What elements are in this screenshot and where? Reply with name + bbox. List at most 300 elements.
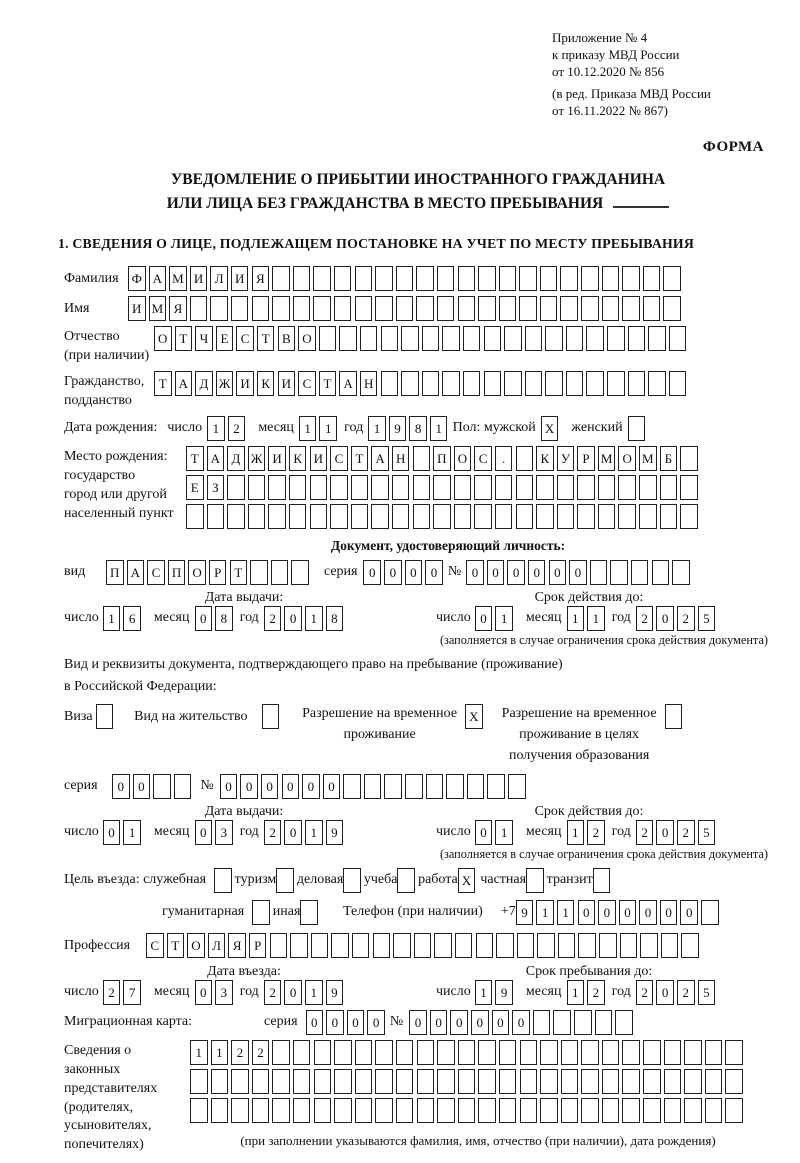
- cell[interactable]: И: [310, 446, 328, 471]
- cell[interactable]: [364, 774, 382, 799]
- cell[interactable]: [602, 1098, 620, 1123]
- cell[interactable]: Ж: [216, 371, 234, 396]
- purpose-humanitarian-checkbox[interactable]: [252, 900, 273, 925]
- cell[interactable]: [414, 933, 432, 958]
- cell[interactable]: [516, 475, 534, 500]
- cell[interactable]: 9: [326, 980, 344, 1005]
- residence-permit-checkbox[interactable]: [262, 704, 283, 729]
- cell[interactable]: [581, 296, 599, 321]
- cell[interactable]: 2: [677, 980, 695, 1005]
- cell[interactable]: [478, 1069, 496, 1094]
- cell[interactable]: [684, 1098, 702, 1123]
- cell[interactable]: [396, 1040, 414, 1065]
- cell[interactable]: 0: [656, 820, 674, 845]
- cell[interactable]: А: [127, 560, 145, 585]
- cell[interactable]: [643, 1069, 661, 1094]
- cell[interactable]: [516, 504, 534, 529]
- cell[interactable]: [664, 1040, 682, 1065]
- cell[interactable]: [381, 326, 399, 351]
- cell[interactable]: И: [128, 296, 146, 321]
- cell[interactable]: [598, 475, 616, 500]
- cell[interactable]: [207, 504, 225, 529]
- cell[interactable]: И: [278, 371, 296, 396]
- cell[interactable]: [622, 296, 640, 321]
- cell[interactable]: [610, 560, 628, 585]
- cell[interactable]: [525, 371, 543, 396]
- cell[interactable]: 9: [495, 980, 513, 1005]
- purpose-tourism-checkbox[interactable]: [276, 868, 297, 893]
- cell[interactable]: 1: [305, 820, 323, 845]
- cell[interactable]: 1: [305, 606, 323, 631]
- cell[interactable]: [396, 266, 414, 291]
- birthplace-line2-cells[interactable]: [186, 475, 701, 500]
- cell[interactable]: 0: [195, 606, 213, 631]
- cell[interactable]: 1: [587, 606, 605, 631]
- cell[interactable]: [607, 371, 625, 396]
- cell[interactable]: Т: [319, 371, 337, 396]
- cell[interactable]: Б: [660, 446, 678, 471]
- cell[interactable]: X: [465, 704, 483, 729]
- entry-day-cells[interactable]: [103, 980, 144, 1005]
- cell[interactable]: [581, 1040, 599, 1065]
- cell[interactable]: 9: [516, 900, 534, 925]
- cell[interactable]: Ф: [128, 266, 146, 291]
- cell[interactable]: [557, 504, 575, 529]
- purpose-business-checkbox[interactable]: [343, 868, 364, 893]
- birth-day-cells[interactable]: [207, 416, 248, 441]
- cell[interactable]: [533, 1010, 551, 1035]
- cell[interactable]: О: [188, 560, 206, 585]
- cell[interactable]: [454, 475, 472, 500]
- purpose-study-checkbox[interactable]: [397, 868, 418, 893]
- cell[interactable]: [705, 1098, 723, 1123]
- cell[interactable]: .: [495, 446, 513, 471]
- cell[interactable]: [680, 504, 698, 529]
- cell[interactable]: [227, 475, 245, 500]
- cell[interactable]: [252, 1069, 270, 1094]
- cell[interactable]: [375, 266, 393, 291]
- cell[interactable]: [478, 1098, 496, 1123]
- cell[interactable]: [540, 1098, 558, 1123]
- cell[interactable]: О: [187, 933, 205, 958]
- cell[interactable]: [416, 296, 434, 321]
- cell[interactable]: [478, 266, 496, 291]
- cell[interactable]: [643, 296, 661, 321]
- cell[interactable]: [268, 475, 286, 500]
- cell[interactable]: [557, 475, 575, 500]
- cell[interactable]: С: [236, 326, 254, 351]
- cell[interactable]: 1: [567, 820, 585, 845]
- cell[interactable]: Т: [167, 933, 185, 958]
- cell[interactable]: [540, 266, 558, 291]
- cell[interactable]: [446, 774, 464, 799]
- cell[interactable]: 0: [326, 1010, 344, 1035]
- cell[interactable]: 0: [598, 900, 616, 925]
- cell[interactable]: Я: [228, 933, 246, 958]
- cell[interactable]: [618, 504, 636, 529]
- doc-expiry-month-cells[interactable]: [567, 606, 608, 631]
- cell[interactable]: 2: [636, 980, 654, 1005]
- cell[interactable]: 1: [495, 606, 513, 631]
- patronymic-cells[interactable]: [154, 326, 689, 351]
- cell[interactable]: [476, 933, 494, 958]
- cell[interactable]: [536, 475, 554, 500]
- cell[interactable]: [375, 1069, 393, 1094]
- cell[interactable]: [330, 475, 348, 500]
- cell[interactable]: [705, 1040, 723, 1065]
- cell[interactable]: [669, 371, 687, 396]
- cell[interactable]: [310, 504, 328, 529]
- cell[interactable]: [355, 1098, 373, 1123]
- cell[interactable]: 0: [363, 560, 381, 585]
- cell[interactable]: А: [371, 446, 389, 471]
- cell[interactable]: 2: [636, 820, 654, 845]
- birth-month-cells[interactable]: [299, 416, 340, 441]
- cell[interactable]: [553, 1010, 571, 1035]
- permit-issue-year-cells[interactable]: [264, 820, 346, 845]
- cell[interactable]: [437, 1069, 455, 1094]
- cell[interactable]: [463, 371, 481, 396]
- cell[interactable]: [595, 1010, 613, 1035]
- doc-issue-year-cells[interactable]: [264, 606, 346, 631]
- cell[interactable]: [663, 296, 681, 321]
- cell[interactable]: [602, 266, 620, 291]
- cell[interactable]: [504, 326, 522, 351]
- doc-type-cells[interactable]: [106, 560, 312, 585]
- cell[interactable]: [319, 326, 337, 351]
- permit-number-cells[interactable]: [220, 774, 529, 799]
- cell[interactable]: [334, 266, 352, 291]
- cell[interactable]: 0: [475, 820, 493, 845]
- cell[interactable]: Т: [175, 326, 193, 351]
- cell[interactable]: [289, 504, 307, 529]
- purpose-official-checkbox[interactable]: [214, 868, 235, 893]
- cell[interactable]: [334, 1069, 352, 1094]
- surname-cells[interactable]: [128, 266, 684, 291]
- cell[interactable]: [343, 868, 361, 893]
- citizenship-cells[interactable]: [154, 371, 689, 396]
- cell[interactable]: 0: [471, 1010, 489, 1035]
- cell[interactable]: [252, 1098, 270, 1123]
- cell[interactable]: [602, 1040, 620, 1065]
- cell[interactable]: 0: [261, 774, 279, 799]
- cell[interactable]: С: [147, 560, 165, 585]
- cell[interactable]: 0: [220, 774, 238, 799]
- cell[interactable]: [214, 868, 232, 893]
- cell[interactable]: 1: [123, 820, 141, 845]
- cell[interactable]: А: [339, 371, 357, 396]
- cell[interactable]: 0: [528, 560, 546, 585]
- cell[interactable]: [355, 1069, 373, 1094]
- cell[interactable]: [290, 933, 308, 958]
- cell[interactable]: [442, 326, 460, 351]
- cell[interactable]: [393, 933, 411, 958]
- cell[interactable]: 0: [302, 774, 320, 799]
- birth-year-cells[interactable]: [368, 416, 450, 441]
- purpose-private-checkbox[interactable]: [526, 868, 547, 893]
- cell[interactable]: 0: [660, 900, 678, 925]
- cell[interactable]: [519, 296, 537, 321]
- birthplace-line3-cells[interactable]: [186, 504, 701, 529]
- cell[interactable]: [272, 1069, 290, 1094]
- cell[interactable]: С: [330, 446, 348, 471]
- cell[interactable]: [272, 1040, 290, 1065]
- cell[interactable]: [355, 296, 373, 321]
- cell[interactable]: [525, 326, 543, 351]
- cell[interactable]: [663, 266, 681, 291]
- cell[interactable]: 1: [103, 606, 121, 631]
- entry-year-cells[interactable]: [264, 980, 346, 1005]
- cell[interactable]: Р: [249, 933, 267, 958]
- cell[interactable]: 1: [299, 416, 317, 441]
- cell[interactable]: [343, 774, 361, 799]
- cell[interactable]: [375, 296, 393, 321]
- cell[interactable]: [210, 296, 228, 321]
- cell[interactable]: [566, 371, 584, 396]
- cell[interactable]: 2: [103, 980, 121, 1005]
- cell[interactable]: [669, 326, 687, 351]
- cell[interactable]: [598, 504, 616, 529]
- cell[interactable]: 3: [215, 820, 233, 845]
- cell[interactable]: 5: [698, 606, 716, 631]
- cell[interactable]: Т: [154, 371, 172, 396]
- cell[interactable]: [413, 475, 431, 500]
- cell[interactable]: [373, 933, 391, 958]
- cell[interactable]: 8: [326, 606, 344, 631]
- cell[interactable]: 0: [347, 1010, 365, 1035]
- cell[interactable]: 0: [367, 1010, 385, 1035]
- cell[interactable]: [586, 371, 604, 396]
- cell[interactable]: [384, 774, 402, 799]
- cell[interactable]: 0: [133, 774, 151, 799]
- cell[interactable]: 0: [195, 980, 213, 1005]
- cell[interactable]: [293, 1098, 311, 1123]
- cell[interactable]: [433, 475, 451, 500]
- cell[interactable]: М: [149, 296, 167, 321]
- cell[interactable]: [442, 371, 460, 396]
- cell[interactable]: [622, 1098, 640, 1123]
- cell[interactable]: [581, 266, 599, 291]
- cell[interactable]: [314, 1098, 332, 1123]
- cell[interactable]: [680, 446, 698, 471]
- cell[interactable]: 1: [305, 980, 323, 1005]
- cell[interactable]: [300, 900, 318, 925]
- cell[interactable]: 1: [567, 980, 585, 1005]
- cell[interactable]: [371, 504, 389, 529]
- cell[interactable]: [593, 868, 611, 893]
- cell[interactable]: 1: [567, 606, 585, 631]
- cell[interactable]: 9: [389, 416, 407, 441]
- cell[interactable]: [660, 504, 678, 529]
- cell[interactable]: Я: [169, 296, 187, 321]
- cell[interactable]: 8: [409, 416, 427, 441]
- cell[interactable]: 0: [405, 560, 423, 585]
- cell[interactable]: [577, 475, 595, 500]
- stay-month-cells[interactable]: [567, 980, 608, 1005]
- representatives-line2-cells[interactable]: [190, 1069, 746, 1094]
- sex-male-checkbox[interactable]: [541, 416, 562, 441]
- cell[interactable]: [520, 1098, 538, 1123]
- cell[interactable]: 1: [475, 980, 493, 1005]
- cell[interactable]: 0: [487, 560, 505, 585]
- cell[interactable]: [396, 296, 414, 321]
- cell[interactable]: И: [190, 266, 208, 291]
- cell[interactable]: [484, 326, 502, 351]
- cell[interactable]: Ч: [195, 326, 213, 351]
- cell[interactable]: [652, 560, 670, 585]
- cell[interactable]: [628, 326, 646, 351]
- cell[interactable]: [417, 1040, 435, 1065]
- permit-issue-day-cells[interactable]: [103, 820, 144, 845]
- cell[interactable]: П: [433, 446, 451, 471]
- cell[interactable]: [648, 326, 666, 351]
- cell[interactable]: Я: [252, 266, 270, 291]
- cell[interactable]: 0: [512, 1010, 530, 1035]
- cell[interactable]: [725, 1098, 743, 1123]
- cell[interactable]: [545, 326, 563, 351]
- cell[interactable]: [248, 475, 266, 500]
- cell[interactable]: С: [146, 933, 164, 958]
- cell[interactable]: [725, 1040, 743, 1065]
- cell[interactable]: [599, 933, 617, 958]
- cell[interactable]: [701, 900, 719, 925]
- cell[interactable]: [520, 1040, 538, 1065]
- cell[interactable]: [487, 774, 505, 799]
- cell[interactable]: [153, 774, 171, 799]
- cell[interactable]: С: [298, 371, 316, 396]
- cell[interactable]: 1: [190, 1040, 208, 1065]
- cell[interactable]: [437, 296, 455, 321]
- entry-month-cells[interactable]: [195, 980, 236, 1005]
- cell[interactable]: [351, 475, 369, 500]
- cell[interactable]: [648, 371, 666, 396]
- cell[interactable]: 2: [228, 416, 246, 441]
- cell[interactable]: 2: [587, 820, 605, 845]
- cell[interactable]: 0: [306, 1010, 324, 1035]
- cell[interactable]: 1: [557, 900, 575, 925]
- cell[interactable]: [231, 1069, 249, 1094]
- cell[interactable]: [504, 371, 522, 396]
- cell[interactable]: [631, 560, 649, 585]
- cell[interactable]: [499, 266, 517, 291]
- cell[interactable]: [313, 296, 331, 321]
- cell[interactable]: Д: [195, 371, 213, 396]
- cell[interactable]: [311, 933, 329, 958]
- cell[interactable]: Е: [216, 326, 234, 351]
- cell[interactable]: [417, 1098, 435, 1123]
- cell[interactable]: [463, 326, 481, 351]
- cell[interactable]: [426, 774, 444, 799]
- cell[interactable]: [581, 1069, 599, 1094]
- cell[interactable]: [413, 504, 431, 529]
- cell[interactable]: [417, 1069, 435, 1094]
- cell[interactable]: [262, 704, 280, 729]
- cell[interactable]: 0: [430, 1010, 448, 1035]
- cell[interactable]: 0: [112, 774, 130, 799]
- representatives-line3-cells[interactable]: [190, 1098, 746, 1123]
- cell[interactable]: [396, 1069, 414, 1094]
- cell[interactable]: 2: [264, 606, 282, 631]
- cell[interactable]: 3: [215, 980, 233, 1005]
- stay-day-cells[interactable]: [475, 980, 516, 1005]
- cell[interactable]: М: [639, 446, 657, 471]
- cell[interactable]: [615, 1010, 633, 1035]
- cell[interactable]: [574, 1010, 592, 1035]
- cell[interactable]: Л: [208, 933, 226, 958]
- cell[interactable]: [250, 560, 268, 585]
- cell[interactable]: [540, 1040, 558, 1065]
- cell[interactable]: [231, 296, 249, 321]
- cell[interactable]: [396, 1098, 414, 1123]
- doc-issue-day-cells[interactable]: [103, 606, 144, 631]
- cell[interactable]: А: [207, 446, 225, 471]
- doc-expiry-year-cells[interactable]: [636, 606, 718, 631]
- cell[interactable]: [433, 504, 451, 529]
- cell[interactable]: З: [207, 475, 225, 500]
- cell[interactable]: [578, 933, 596, 958]
- cell[interactable]: [355, 266, 373, 291]
- cell[interactable]: Т: [230, 560, 248, 585]
- cell[interactable]: [397, 868, 415, 893]
- cell[interactable]: Л: [210, 266, 228, 291]
- permit-issue-month-cells[interactable]: [195, 820, 236, 845]
- cell[interactable]: [519, 266, 537, 291]
- cell[interactable]: [545, 371, 563, 396]
- cell[interactable]: 0: [475, 606, 493, 631]
- cell[interactable]: [360, 326, 378, 351]
- doc-series-cells[interactable]: [363, 560, 445, 585]
- cell[interactable]: И: [268, 446, 286, 471]
- cell[interactable]: О: [154, 326, 172, 351]
- cell[interactable]: [458, 266, 476, 291]
- name-cells[interactable]: [128, 296, 684, 321]
- cell[interactable]: [474, 475, 492, 500]
- cell[interactable]: [437, 266, 455, 291]
- cell[interactable]: [558, 933, 576, 958]
- cell[interactable]: [401, 371, 419, 396]
- cell[interactable]: 0: [656, 980, 674, 1005]
- cell[interactable]: [96, 704, 114, 729]
- cell[interactable]: [560, 266, 578, 291]
- cell[interactable]: [293, 1040, 311, 1065]
- cell[interactable]: [499, 296, 517, 321]
- cell[interactable]: 0: [409, 1010, 427, 1035]
- cell[interactable]: [665, 704, 683, 729]
- cell[interactable]: Т: [351, 446, 369, 471]
- cell[interactable]: [458, 1098, 476, 1123]
- cell[interactable]: [272, 1098, 290, 1123]
- cell[interactable]: [190, 1069, 208, 1094]
- cell[interactable]: [454, 504, 472, 529]
- cell[interactable]: [190, 296, 208, 321]
- cell[interactable]: [211, 1098, 229, 1123]
- cell[interactable]: [293, 266, 311, 291]
- cell[interactable]: 2: [677, 820, 695, 845]
- cell[interactable]: [467, 774, 485, 799]
- cell[interactable]: [422, 326, 440, 351]
- cell[interactable]: 2: [231, 1040, 249, 1065]
- cell[interactable]: 1: [319, 416, 337, 441]
- cell[interactable]: 2: [252, 1040, 270, 1065]
- purpose-other-checkbox[interactable]: [300, 900, 321, 925]
- cell[interactable]: [437, 1040, 455, 1065]
- cell[interactable]: [381, 371, 399, 396]
- cell[interactable]: [660, 475, 678, 500]
- cell[interactable]: [684, 1069, 702, 1094]
- cell[interactable]: [639, 504, 657, 529]
- permit-expiry-day-cells[interactable]: [475, 820, 516, 845]
- cell[interactable]: [618, 475, 636, 500]
